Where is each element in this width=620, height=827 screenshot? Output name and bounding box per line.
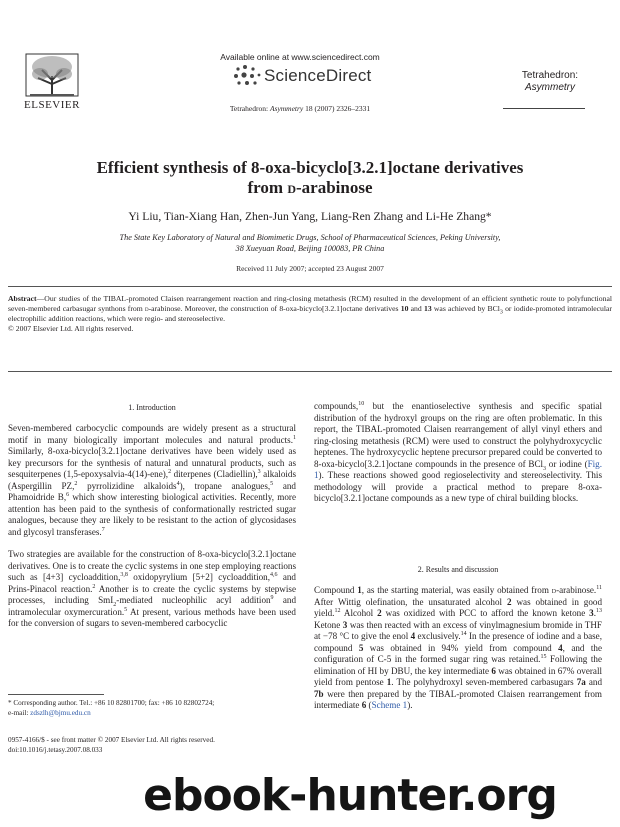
abstract: Abstract—Our studies of the TIBAL-promoted Claisen rearrangement reaction and ring-closing metathesis (RCM) resulted in the development of an efficient synthetic route to polyfunctional seven-membered carbasugar synthons from d-arabinose. Moreover, the construction of 8-oxa-bicyclo[3.2.1]octane derivatives 10 and 13 was achieved by BCl$_3$ or iodide-promoted intramolecular electrophilic addition reactions, which were regio- and stereoselective. © 2007 Elsevier Ltd. All rights reserved. [8, 294, 612, 333]
journal-name [500, 70, 600, 94]
article-title [60, 158, 560, 198]
corresponding-author-line: * Corresponding author. Tel.: +86 10 82801700; fax: +86 10 82802724; [8, 699, 215, 707]
author-email-link[interactable]: zdszlh@bjmu.edu.cn [30, 708, 91, 717]
intro-body [8, 423, 296, 630]
intro-paragraph-3: compounds,$^{10}$ but the enantioselective synthesis and specific spatial distribution of the hydroxyl groups on the ring are often problematic. In this report, the TIBAL-promoted Claisen rearrangement of allyl vinyl ethers and ring-closing metathesis (RCM) were used to construct the polyhydroxycyclic heptenes. The hydroxycyclic heptene precursor prepared could be converted to 8-oxa-bicyclo[3.2.1]octane compounds in the presence of BCl$_3$ or iodine (Fig. 1). These reactions showed good regioselectivity and stereoselectivity. This methodology will provide a practical method to prepare 8-oxa-bicyclo[3.2.1]octane compounds as a new type of chiral building blocks. [314, 400, 602, 503]
affiliation-line2: 38 Xueyuan Road, Beijing 100083, PR China [235, 244, 385, 253]
abstract-copyright: © 2007 Elsevier Ltd. All rights reserved. [8, 324, 134, 333]
doi-line[interactable]: doi:10.1016/j.tetasy.2007.08.033 [8, 745, 103, 754]
issn-doi [8, 736, 296, 755]
results-heading: 2. Results and discussion [417, 565, 499, 574]
issn-line: 0957-4166/$ - see front matter © 2007 Elsevier Ltd. All rights reserved. [8, 736, 215, 744]
title-line1: Efficient synthesis of 8-oxa-bicyclo[3.2.1]octane derivatives [96, 158, 524, 177]
journal-citation [190, 104, 410, 113]
abstract-label: Abstract [8, 294, 37, 303]
affiliation [60, 232, 560, 254]
author-list: Yi Liu, Tian-Xiang Han, Zhen-Jun Yang, Liang-Ren Zhang and Li-He Zhang* [128, 210, 492, 223]
publisher-name: ELSEVIER [24, 99, 80, 111]
email-line [8, 709, 296, 719]
corresponding-footnote [8, 699, 296, 718]
results-body [314, 585, 602, 712]
sciencedirect-wordmark: ScienceDirect [264, 66, 372, 85]
title-line2: from d-arabinose [247, 178, 373, 197]
abstract-top-rule [8, 286, 612, 287]
watermark-text: ebook-hunter.org [143, 770, 557, 821]
citation-journal: Asymmetry [269, 104, 304, 113]
available-online-text: Available online at www.sciencedirect.com [220, 52, 380, 62]
results-paragraph-1: Compound 1, as the starting material, was easily obtained from d-arabinose.$^{11}$ After Wittig olefination, the unsaturated alcohol 2 was obtained in good yield.$^{12}$ Alcohol 2 was oxidized with PCC to afford the known ketone 3.13 Ketone 3 was then reacted with an excess of vinylmagnesium bromide in THF at −78 °C to give the enol 4 exclusively.$^{14}$ In the presence of iodine and a base, compound 5 was obtained in 94% yield from compound 4, and the configuration of C-5 in the formed sugar ring was retained.$^{15}$ Following the elimination of HI by DBU, the key intermediate 6 was obtained in 67% overall yield from pentose 1. The polyhydroxyl seven-membered carbasugars 7a and 7b were then prepared by the TIBAL-promoted Claisen rearrangement from intermediate 6 (Scheme 1). [314, 584, 603, 710]
footnote-rule [8, 694, 104, 695]
citation-prefix: Tetrahedron: [229, 104, 270, 113]
email-label: e-mail: [8, 708, 31, 717]
journal-divider [503, 108, 585, 109]
abstract-bottom-rule [8, 371, 612, 372]
sciencedirect-dots-icon [232, 64, 262, 88]
intro-continued [314, 401, 602, 505]
intro-heading: 1. Introduction [128, 403, 176, 412]
affiliation-line1: The State Key Laboratory of Natural and Biomimetic Drugs, School of Pharmaceutical Sciences, Peking University, [119, 233, 501, 242]
intro-paragraph-1: Seven-membered carbocyclic compounds are widely present as a structural motif in many biologically important molecules and natural products.$^1$ Similarly, 8-oxa-bicyclo[3.2.1]octane derivatives have been widely used as key precursors for the synthesis of natural and unnatural products, such as sesquiterpenes (1,5-epoxysalvia-4(14)-ene),$^2$ diterpenes (Cladiellin),$^3$ alkaloids (Aspergillin PZ,$^2$ pyrrolizidine alkaloids$^4$), tropane analogues,$^5$ and Phamoidride B,$^6$ which show interesting biological activities. Recently, more attention has been paid to the synthesis of conformationally restricted sugar analogues, because they are likely to be resistant to the action of glycosidases and glycosyl transferases.$^7$ [8, 423, 296, 537]
received-dates: Received 11 July 2007; accepted 23 August 2007 [236, 264, 384, 273]
citation-suffix: 18 (2007) 2326–2331 [303, 104, 371, 113]
journal-name-line1: Tetrahedron: [521, 70, 579, 81]
intro-paragraph-2: Two strategies are available for the construction of 8-oxa-bicyclo[3.2.1]octane derivatives. One is to create the cyclic systems in one step employing reactions such as [4+3] cycloaddition,$^{3,8}$ oxidopyrylium [5+2] cycloaddition,$^{4,6}$ and Prins-Pinacol reaction.$^2$ Another is to create the cyclic systems by stepwise processes, including SmI$_2$-mediated nucleophilic acyl addition$^9$ and intramolecular oxymercuration.$^5$ At present, various methods have been used for the conversion of sugars to seven-membered carbocyclic [8, 549, 297, 628]
journal-name-line2: Asymmetry [525, 82, 575, 93]
